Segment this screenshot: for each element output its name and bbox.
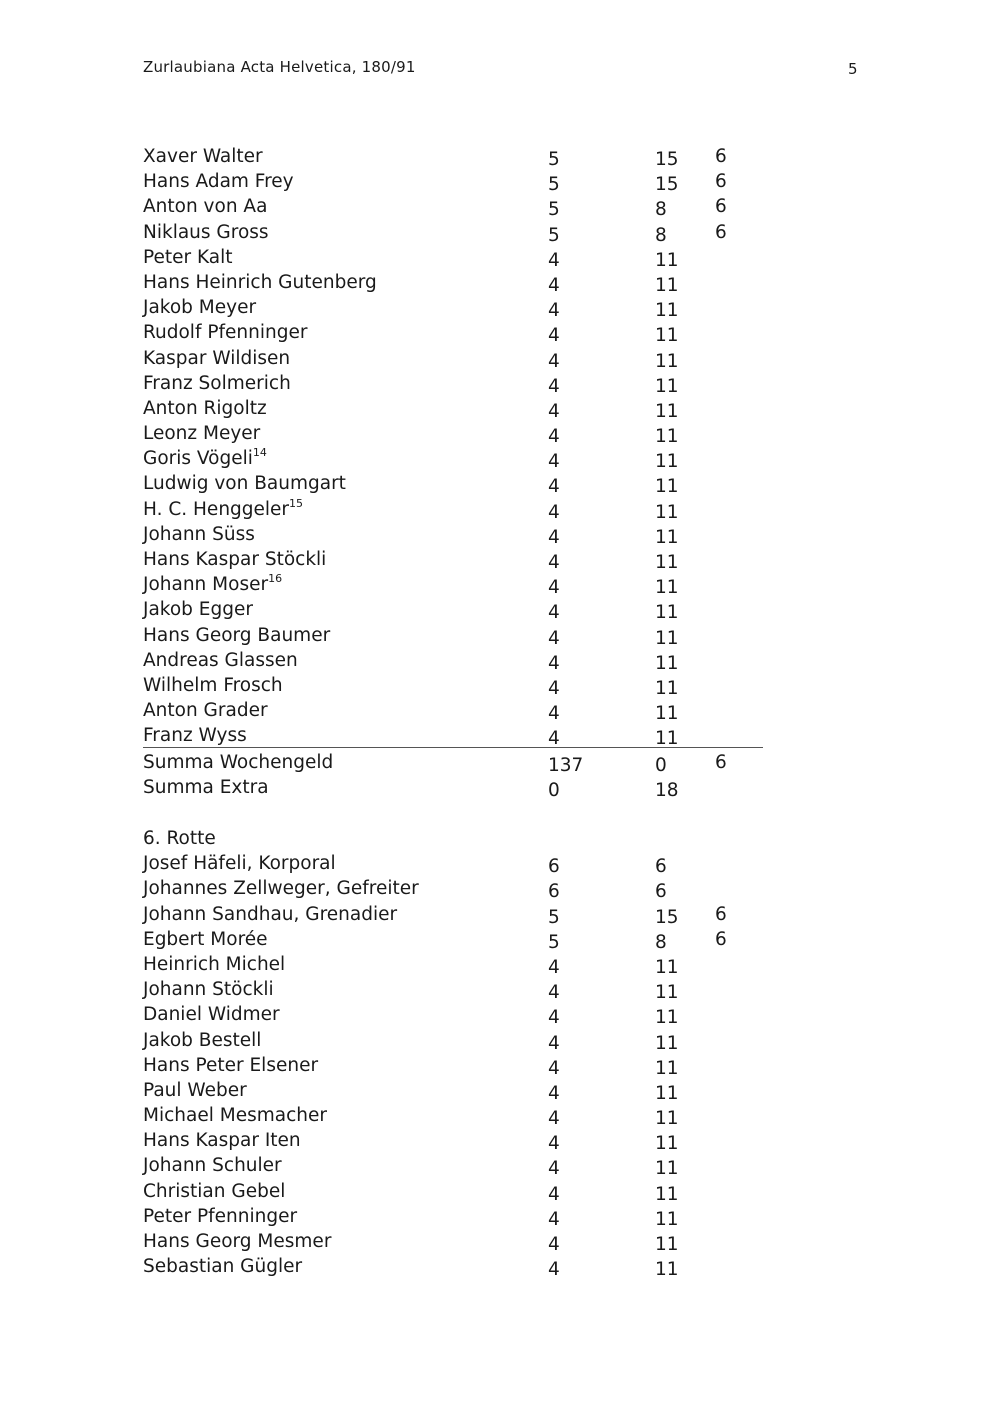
amount-col-2: 11 [655,627,679,649]
page-number: 5 [848,60,858,78]
person-name-text: Johann Süss [143,523,255,545]
list-item [143,775,763,800]
person-name [143,1254,302,1279]
person-name [143,597,253,622]
rotte-6-section [143,826,763,1279]
person-name-text: Egbert Morée [143,928,268,950]
amount-col-1: 4 [548,451,560,473]
person-name-text: Jakob Egger [143,599,253,621]
person-name-text: Sebastian Gügler [143,1256,303,1278]
amount-col-2: 11 [655,300,679,322]
person-name [143,775,269,800]
amount-col-1: 4 [548,1234,560,1255]
footnote-marker: 16 [268,572,283,586]
amount-col-1: 4 [548,552,560,573]
amount-col-2: 11 [655,400,679,422]
list-item [143,1204,763,1229]
person-name [143,1078,247,1103]
amount-col-1: 4 [548,1032,560,1054]
person-name-text: Hans Kaspar Iten [143,1130,301,1152]
person-name [143,471,346,496]
amount-col-3: 6 [715,171,727,193]
person-name-text: Leonz Meyer [143,423,261,445]
person-name [143,876,419,901]
footnote-marker: 15 [289,496,304,510]
person-name [143,522,255,547]
list-item [143,194,763,219]
amount-col-1: 5 [548,224,560,246]
amount-col-1: 5 [548,149,560,170]
amount-col-1: 5 [548,931,560,953]
amount-col-2: 11 [655,728,679,750]
amount-col-1: 4 [548,1007,560,1029]
person-name [143,1053,318,1078]
amount-col-2: 11 [655,274,679,296]
person-name [143,1028,261,1053]
person-name [143,371,291,396]
person-name-text: Peter Kalt [143,246,233,268]
list-item [143,1128,763,1153]
amount-col-2: 15 [655,149,679,170]
amount-col-1: 5 [548,906,560,928]
person-name-text: Michael Mesmacher [143,1105,327,1127]
person-name [143,572,282,597]
person-name-text: Andreas Glassen [143,649,298,671]
person-name-text: Daniel Widmer [143,1004,280,1026]
list-item [143,851,763,876]
amount-col-1: 4 [548,476,560,498]
person-name [143,648,298,673]
person-name [143,346,290,371]
person-name-text: Ludwig von Baumgart [143,473,346,495]
amount-col-2: 11 [655,602,679,624]
amount-col-2: 11 [655,1234,679,1255]
person-name [143,851,336,876]
amount-col-2: 11 [655,1133,679,1155]
list-item [143,471,763,496]
amount-col-1: 5 [548,174,560,196]
amount-col-2: 18 [655,780,679,802]
amount-col-2: 11 [655,451,679,473]
amount-col-2: 0 [655,755,667,776]
person-name [143,1229,331,1254]
person-name-text: Xaver Walter [143,146,263,167]
amount-col-1: 4 [548,426,560,448]
person-name-text: Johann Sandhau, Grenadier [143,903,398,925]
running-header-title: Zurlaubiana Acta Helvetica, 180/91 [143,58,416,76]
amount-col-1: 4 [548,703,560,725]
person-name [143,1128,301,1153]
section-heading [143,826,763,851]
list-item [143,698,763,723]
amount-col-2: 11 [655,577,679,599]
totals-section [143,750,763,800]
amount-col-2: 11 [655,1208,679,1230]
amount-col-1: 4 [548,1208,560,1230]
amount-col-1: 4 [548,1057,560,1079]
list-item [143,648,763,673]
amount-col-1: 4 [548,325,560,347]
amount-col-1: 4 [548,577,560,599]
list-item [143,169,763,194]
person-name [143,927,268,952]
amount-col-2: 11 [655,249,679,271]
list-item [143,876,763,901]
person-name [143,270,377,295]
list-item [143,572,763,597]
amount-col-2: 11 [655,1057,679,1079]
person-name [143,750,333,775]
person-name-text: Peter Pfenninger [143,1205,298,1227]
list-item [143,144,763,169]
amount-col-1: 4 [548,652,560,674]
list-item [143,320,763,345]
amount-col-1: 4 [548,1158,560,1180]
person-name [143,446,267,471]
amount-col-2: 11 [655,375,679,397]
list-item [143,1028,763,1053]
person-name-text: Anton Grader [143,700,268,722]
amount-col-2: 11 [655,1032,679,1054]
amount-col-1: 4 [548,274,560,296]
list-item [143,1254,763,1279]
amount-col-2: 11 [655,956,679,978]
person-name [143,547,326,572]
amount-col-2: 11 [655,501,679,523]
person-name [143,320,307,345]
person-name [143,623,330,648]
amount-col-2: 11 [655,476,679,498]
list-item [143,977,763,1002]
person-name-text: Johannes Zellweger, Gefreiter [143,878,419,900]
person-name-text: Johann Moser [143,574,269,596]
amount-col-3: 6 [715,196,727,218]
person-name-text: Rudolf Pfenninger [143,322,308,344]
amount-col-2: 8 [655,199,667,221]
person-name [143,723,247,748]
person-name [143,1153,282,1178]
amount-col-3: 6 [715,928,727,950]
list-item [143,371,763,396]
amount-col-3: 6 [715,146,727,167]
person-name [143,194,267,219]
amount-col-2: 8 [655,224,667,246]
person-name-text: Hans Heinrich Gutenberg [143,271,377,293]
list-item [143,952,763,977]
amount-col-1: 4 [548,728,560,750]
amount-col-2: 11 [655,703,679,725]
amount-col-2: 11 [655,1259,679,1281]
person-name-text: Summa Wochengeld [143,752,334,773]
person-name-text: Wilhelm Frosch [143,674,283,696]
person-name-text: Josef Häfeli, Korporal [143,853,336,875]
person-name-text: Johann Stöckli [143,979,274,1001]
amount-col-2: 11 [655,1082,679,1104]
person-name-text: Johann Schuler [143,1155,282,1177]
person-name-text: Christian Gebel [143,1180,286,1202]
amount-col-2: 11 [655,552,679,573]
list-item [143,902,763,927]
list-item [143,396,763,421]
person-name-text: Hans Georg Mesmer [143,1231,332,1252]
amount-col-1: 6 [548,881,560,903]
amount-col-1: 4 [548,1133,560,1155]
person-name-text: Hans Adam Frey [143,171,294,193]
list-item [143,673,763,698]
person-name-text: Niklaus Gross [143,221,269,243]
person-name-text: Jakob Bestell [143,1029,262,1051]
amount-col-1: 4 [548,1259,560,1281]
person-name [143,698,268,723]
person-name-text: Jakob Meyer [143,297,257,319]
amount-col-1: 4 [548,375,560,397]
person-name-text: Summa Extra [143,777,269,799]
person-name-text: Hans Peter Elsener [143,1054,319,1076]
list-item [143,927,763,952]
person-name-text: Franz Solmerich [143,372,291,394]
list-item [143,547,763,572]
list-item [143,270,763,295]
amount-col-1: 4 [548,400,560,422]
list-item [143,346,763,371]
person-name-text: Hans Georg Baumer [143,624,331,646]
person-name-text: Kaspar Wildisen [143,347,291,369]
list-item [143,421,763,446]
amount-col-1: 4 [548,1108,560,1130]
person-name [143,902,397,927]
person-name [143,220,269,245]
list-item [143,1103,763,1128]
list-item [143,597,763,622]
amount-col-1: 6 [548,856,560,878]
list-item [143,623,763,648]
list-item [143,1053,763,1078]
person-name [143,673,283,698]
person-name [143,1002,280,1027]
amount-col-1: 4 [548,526,560,548]
person-name [143,396,267,421]
amount-col-1: 4 [548,982,560,1004]
amount-col-2: 6 [655,881,667,903]
amount-col-2: 11 [655,652,679,674]
amount-col-3: 6 [715,752,727,773]
person-name [143,1103,327,1128]
amount-col-1: 4 [548,300,560,322]
amount-col-2: 8 [655,931,667,953]
amount-col-1: 0 [548,780,560,802]
amount-col-1: 4 [548,1183,560,1205]
person-name [143,1204,297,1229]
list-item [143,446,763,471]
person-name-text: H. C. Henggeler [143,498,290,520]
amount-col-2: 11 [655,426,679,448]
list-item [143,522,763,547]
amount-col-2: 15 [655,906,679,928]
sum-divider-line [143,747,763,748]
list-item [143,1229,763,1254]
person-name [143,952,285,977]
amount-col-2: 11 [655,677,679,699]
amount-col-1: 137 [548,755,584,776]
list-item [143,245,763,270]
list-item [143,295,763,320]
amount-col-2: 11 [655,1108,679,1130]
list-item [143,1002,763,1027]
amount-col-2: 11 [655,1183,679,1205]
amount-col-1: 4 [548,1082,560,1104]
list-item [143,723,763,748]
person-name [143,497,303,522]
amount-col-1: 4 [548,501,560,523]
amount-col-3: 6 [715,221,727,243]
amount-col-2: 11 [655,982,679,1004]
list-item [143,750,763,775]
amount-col-2: 11 [655,1007,679,1029]
person-name-text: Heinrich Michel [143,953,286,975]
amount-col-2: 11 [655,325,679,347]
amount-col-1: 4 [548,249,560,271]
person-name-text: Paul Weber [143,1079,247,1101]
person-name [143,169,294,194]
person-name-text: Hans Kaspar Stöckli [143,549,327,570]
person-name-text: Goris Vögeli [143,448,253,470]
rotte-heading: 6. Rotte [143,828,216,849]
list-item [143,1153,763,1178]
person-name [143,245,233,270]
amount-col-1: 4 [548,627,560,649]
payroll-list-section-1 [143,144,763,749]
person-name [143,1179,285,1204]
footnote-marker: 14 [252,446,267,460]
person-name [143,295,256,320]
amount-col-2: 11 [655,1158,679,1180]
person-name-text: Anton Rigoltz [143,397,267,419]
amount-col-2: 6 [655,856,667,878]
person-name [143,977,274,1002]
person-name [143,421,260,446]
person-name-text: Franz Wyss [143,725,247,747]
amount-col-1: 4 [548,350,560,372]
amount-col-3: 6 [715,903,727,925]
amount-col-1: 5 [548,199,560,221]
amount-col-2: 11 [655,350,679,372]
amount-col-1: 4 [548,677,560,699]
person-name-text: Anton von Aa [143,196,268,218]
payroll-list-section-2 [143,851,763,1279]
person-name [143,144,263,169]
amount-col-1: 4 [548,956,560,978]
amount-col-2: 11 [655,526,679,548]
list-item [143,1078,763,1103]
amount-col-1: 4 [548,602,560,624]
list-item [143,1179,763,1204]
amount-col-2: 15 [655,174,679,196]
list-item [143,220,763,245]
list-item [143,497,763,522]
